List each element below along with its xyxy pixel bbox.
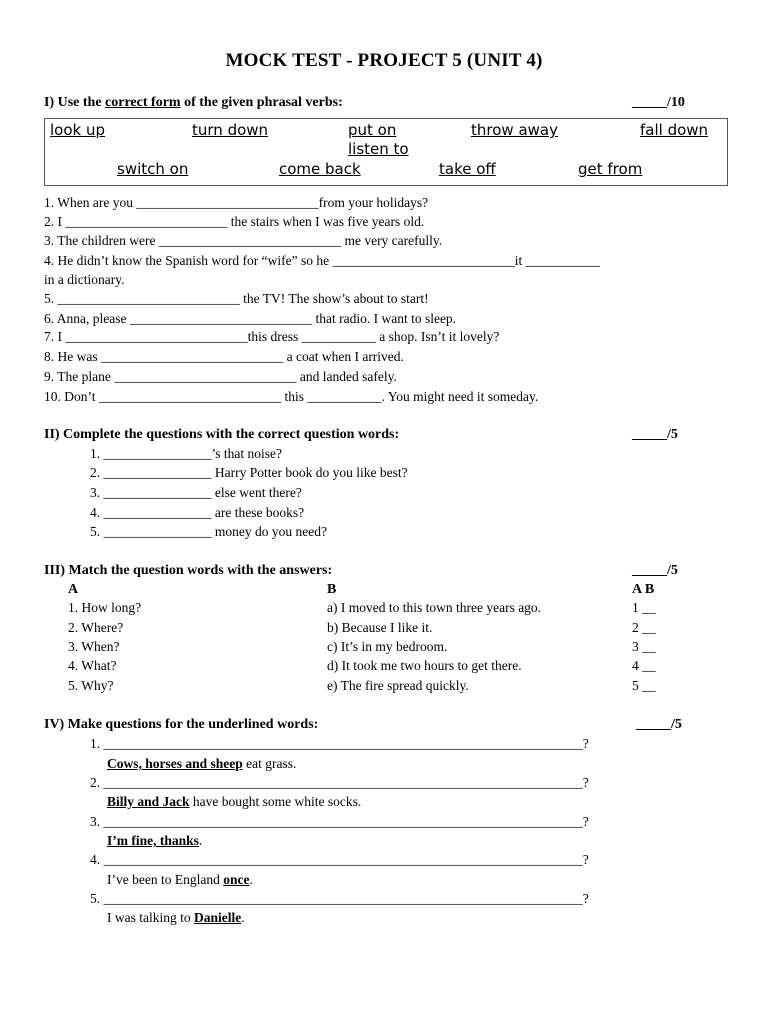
match-blank: 1 __: [632, 600, 656, 615]
exercise-1-line: 4. He didn’t know the Spanish word for “wife” so he ___________________________it ___________: [44, 253, 600, 268]
section-3-score: _____/5: [632, 563, 678, 578]
verb-look-up: look up: [50, 121, 106, 139]
answer-pre: I’ve been to England: [107, 872, 224, 887]
exercise-2-line: 2. ________________ Harry Potter book do you like best?: [90, 465, 408, 480]
answer-underlined: once: [223, 872, 250, 887]
verb-fall-down: fall down: [640, 121, 709, 139]
exercise-1-line: 7. I ___________________________this dress ___________ a shop. Isn’t it lovely?: [44, 329, 500, 344]
answer-post: .: [198, 833, 203, 848]
answer-post: .: [249, 872, 253, 887]
verb-take-off: take off: [439, 160, 496, 178]
match-answer: d) It took me two hours to get there.: [327, 658, 522, 673]
column-a-header: A: [68, 582, 79, 597]
answer-underlined: Danielle: [194, 910, 242, 925]
answer-post: have bought some white socks.: [189, 794, 362, 809]
verb-get-from: get from: [578, 160, 643, 178]
exercise-1-line: 8. He was ___________________________ a coat when I arrived.: [44, 349, 404, 364]
exercise-1-line: 1. When are you ___________________________from your holidays?: [44, 195, 429, 210]
exercise-2-line: 3. ________________ else went there?: [90, 485, 302, 500]
exercise-1-line: 10. Don’t ___________________________ this ___________. You might need it someday.: [44, 389, 539, 404]
section-4-heading: IV) Make questions for the underlined words:: [44, 717, 319, 732]
column-ab-header: A B: [632, 582, 655, 597]
answer-underlined: I’m fine, thanks: [107, 833, 199, 848]
exercise-1-line: 3. The children were ___________________________ me very carefully.: [44, 233, 443, 248]
match-blank: 5 __: [632, 678, 656, 693]
section-1-heading-pre: I) Use the: [44, 95, 106, 110]
question-prompt-line: 4. _______________________________________________________________________?: [90, 852, 589, 867]
answer-underlined: Cows, horses and sheep: [107, 756, 243, 771]
underlined-answer: [107, 794, 361, 810]
verb-throw-away: throw away: [471, 121, 558, 139]
underlined-answer: [107, 833, 202, 849]
exercise-2-line: 5. ________________ money do you need?: [90, 524, 327, 539]
question-prompt-line: 1. _______________________________________________________________________?: [90, 736, 589, 751]
underlined-answer: [107, 910, 245, 926]
section-1-heading: [44, 95, 343, 111]
answer-underlined: Billy and Jack: [107, 794, 190, 809]
underlined-answer: [107, 872, 253, 888]
question-prompt-line: 2. _______________________________________________________________________?: [90, 775, 589, 790]
answer-post: eat grass.: [242, 756, 297, 771]
section-3-heading: III) Match the question words with the answers:: [44, 563, 333, 578]
match-answer: a) I moved to this town three years ago.: [327, 600, 542, 615]
section-2-heading: II) Complete the questions with the correct question words:: [44, 427, 400, 442]
verb-switch-on: switch on: [117, 160, 189, 178]
match-blank: 4 __: [632, 658, 656, 673]
verb-put-on: put on: [348, 121, 397, 139]
exercise-2-line: 1. ________________’s that noise?: [90, 446, 282, 461]
match-question: 1. How long?: [68, 600, 142, 615]
exercise-1-line: 6. Anna, please ___________________________ that radio. I want to sleep.: [44, 311, 457, 326]
page-title: MOCK TEST - PROJECT 5 (UNIT 4): [225, 50, 543, 71]
section-1-heading-post: of the given phrasal verbs:: [180, 95, 343, 110]
verb-turn-down: turn down: [192, 121, 269, 139]
section-4-score: _____/5: [636, 717, 682, 732]
match-answer: b) Because I like it.: [327, 620, 433, 635]
match-question: 5. Why?: [68, 678, 114, 693]
exercise-1-line: 5. ___________________________ the TV! The show’s about to start!: [44, 291, 429, 306]
answer-post: .: [241, 910, 245, 925]
column-b-header: B: [327, 582, 337, 597]
answer-pre: I was talking to: [107, 910, 194, 925]
verb-listen-to: listen to: [348, 140, 409, 158]
exercise-1-line: 2. I ________________________ the stairs when I was five years old.: [44, 214, 425, 229]
section-2-score: _____/5: [632, 427, 678, 442]
match-answer: e) The fire spread quickly.: [327, 678, 469, 693]
match-blank: 3 __: [632, 639, 656, 654]
exercise-2-line: 4. ________________ are these books?: [90, 505, 305, 520]
question-prompt-line: 5. _______________________________________________________________________?: [90, 891, 589, 906]
exercise-1-line: 9. The plane ___________________________ and landed safely.: [44, 369, 397, 384]
verb-come-back: come back: [279, 160, 361, 178]
match-question: 4. What?: [68, 658, 117, 673]
match-answer: c) It’s in my bedroom.: [327, 639, 448, 654]
question-prompt-line: 3. _______________________________________________________________________?: [90, 814, 589, 829]
match-blank: 2 __: [632, 620, 656, 635]
section-1-heading-underlined: correct form: [105, 95, 181, 110]
match-question: 3. When?: [68, 639, 120, 654]
section-1-score: _____/10: [632, 95, 685, 110]
match-question: 2. Where?: [68, 620, 124, 635]
exercise-1-line: in a dictionary.: [44, 272, 125, 287]
underlined-answer: [107, 756, 296, 772]
